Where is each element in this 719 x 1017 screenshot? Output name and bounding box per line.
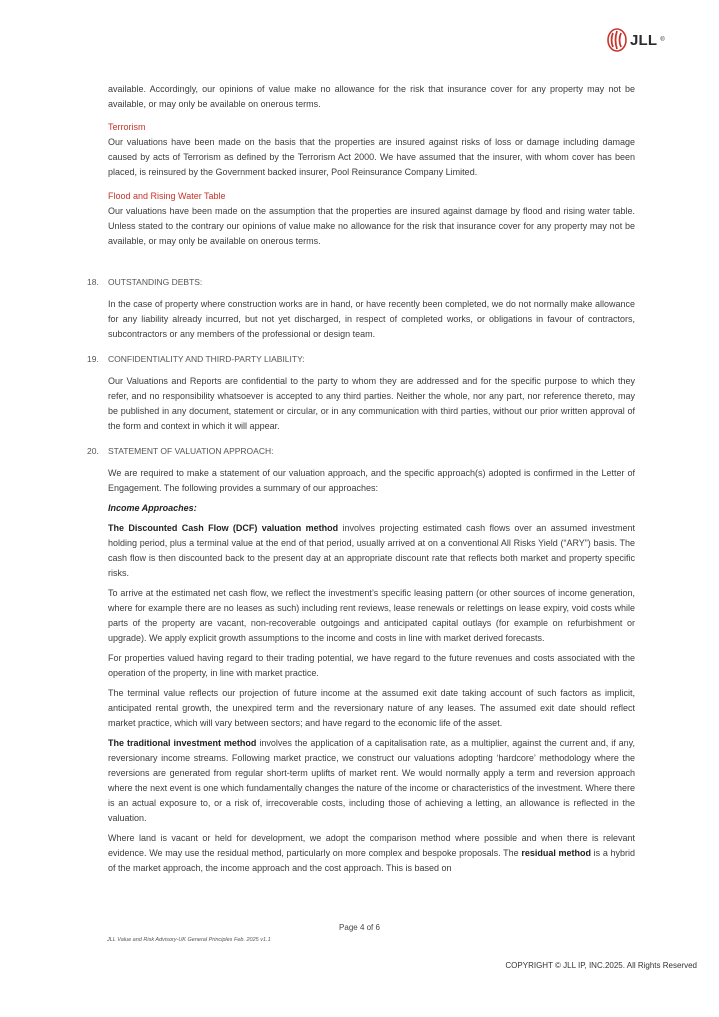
copyright-notice: COPYRIGHT © JLL IP, INC.2025. All Rights Reserved (505, 961, 697, 970)
residual-method-term: residual method (521, 848, 591, 858)
traditional-method-term: The traditional investment method (108, 738, 257, 748)
section-title: CONFIDENTIALITY AND THIRD-PARTY LIABILITY: (108, 354, 305, 364)
paragraph-traditional-method (108, 736, 635, 826)
heading-terrorism: Terrorism (108, 122, 146, 132)
section-title: OUTSTANDING DEBTS: (108, 277, 203, 287)
section-number: 18. (87, 277, 99, 287)
page-number: Page 4 of 6 (339, 923, 380, 932)
dcf-method-term: The Discounted Cash Flow (DCF) valuation method (108, 523, 339, 533)
jll-logo-icon (607, 28, 627, 52)
paragraph-terminal-value: The terminal value reflects our projection of future income at the assumed exit date taking account of such factors as implicit, anticipated rental growth, the unexpired term and the reversionary nature of any leases. The assumed exit date should reflect market practice, which will vary between sectors; and have regard to the economic life of the asset. (108, 688, 635, 728)
section-18-heading (87, 275, 635, 290)
heading-income-approaches: Income Approaches: (108, 503, 197, 513)
heading-flood: Flood and Rising Water Table (108, 191, 226, 201)
section-20-heading (87, 444, 635, 459)
document-reference: JLL Value and Risk Advisory-UK General Principles Feb. 2025 v1.1 (107, 937, 271, 943)
paragraph-confidentiality: Our Valuations and Reports are confidential to the party to whom they are addressed and for the specific purpose to which they refer, and no responsibility whatsoever is accepted to any third parties. Neither the whole, nor any part, nor reference thereto, may be published in any document, statement or circular, or in any communication with third parties, without our prior written approval of the form and context in which it will appear. (108, 376, 635, 431)
paragraph-valuation-approach: We are required to make a statement of our valuation approach, and the specific approach(s) adopted is confirmed in the Letter of Engagement. The following provides a summary of our approaches: (108, 468, 635, 493)
paragraph-terrorism: Our valuations have been made on the basis that the properties are insured against risks of loss or damage including damage caused by acts of Terrorism as defined by the Terrorism Act 2000. We have assumed that the insurer, with whom cover has been placed, is reinsured by the Government backed insurer, Pool Reinsurance Company Limited. (108, 137, 635, 177)
land-text-end: is a hybrid of the market approach, the income approach and the cost approach. This is based on (108, 848, 636, 873)
traditional-method-description: involves the application of a capitalisation rate, as a multiplier, against the current and, if any, reversionary income streams. Following market practice, we construct our valuations adopting ‘hardcore’ methodology where the reversions are generated from regular short-term uplifts of market rent. We would normally apply a term and reversion approach where the next event is one which fundamentally changes the nature of the income or characteristics of the investment. Where there is an actual exposure to, or a risk of, irrecoverable costs, including those of achieving a letting, an allowance is reflected in the valuation. (108, 738, 636, 823)
dcf-description: involves projecting estimated cash flows over an assumed investment holding period, plus a terminal value at the end of that period, usually arrived at on a conventional All Risks Yield (“ARY”) basis. The cash flow is then discounted back to the present day at an appropriate discount rate that reflects both market and property specific risks. (108, 523, 635, 578)
section-title: STATEMENT OF VALUATION APPROACH: (108, 446, 274, 456)
section-number: 19. (87, 354, 99, 364)
paragraph-dcf (108, 521, 635, 581)
land-text-start: Where land is vacant or held for development, we adopt the comparison method where possible and when there is relevant evidence. We may use the residual method, particularly on more complex and bespoke proposals. The (108, 833, 635, 858)
section-number: 20. (87, 446, 99, 456)
logo-text: JLL (630, 31, 658, 49)
paragraph-outstanding-debts: In the case of property where construction works are in hand, or have recently been completed, we do not normally make allowance for any liability already incurred, but not yet discharged, in respect of completed works, or obligations in favour of contractors, subcontractors or any members of the professional or design team. (108, 299, 635, 339)
section-19-heading (87, 352, 635, 367)
paragraph-land-development (108, 831, 635, 876)
paragraph-flood: Our valuations have been made on the assumption that the properties are insured against damage by flood and rising water table. Unless stated to the contrary our opinions of value make no allowance for the risk that insurance cover for any property may not be available, or may only be available on onerous terms. (108, 206, 635, 246)
jll-logo (607, 28, 665, 52)
paragraph-net-cash-flow: To arrive at the estimated net cash flow, we reflect the investment’s specific leasing pattern (or other sources of income generation, where for example there are no leases as such) including rent reviews, lease renewals or relettings on lease expiry, void costs while parts of the property are vacant, non-recoverable outgoings and anticipated capital outlays (for example on refurbishment or upgrade). We apply explicit growth assumptions to the income and costs in line with market derived forecasts. (108, 588, 635, 643)
paragraph-trading-potential: For properties valued having regard to their trading potential, we have regard to the future revenues and costs associated with the operation of the property, in line with market practice. (108, 653, 635, 678)
paragraph-insurance-availability: available. Accordingly, our opinions of value make no allowance for the risk that insurance cover for any property may not be available, or may only be available on onerous terms. (108, 84, 635, 109)
registered-mark: ® (660, 37, 665, 43)
page-content (87, 82, 635, 876)
